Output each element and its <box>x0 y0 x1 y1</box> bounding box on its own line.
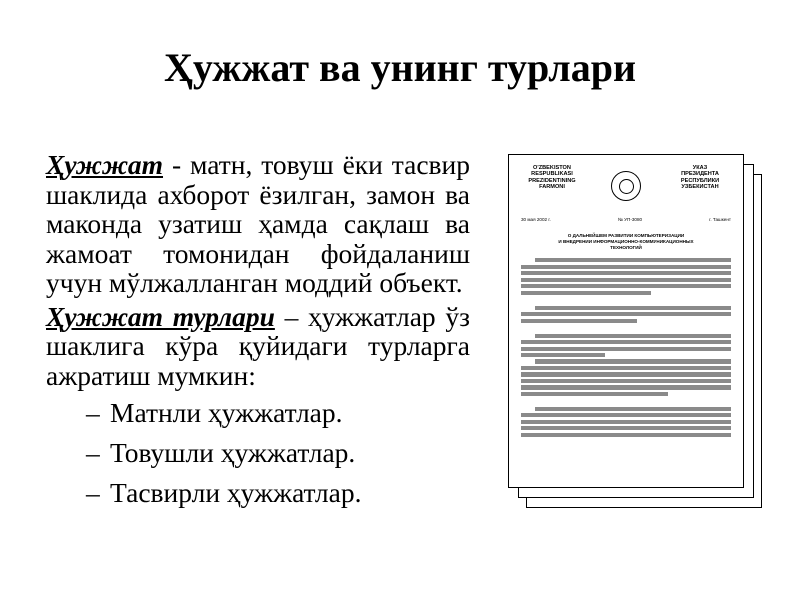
text-line <box>521 319 637 323</box>
definition-text: матн, товуш ёки тасвир шаклида ахборот ёзилган, замон ва маконда узатиш ҳамда сақлаш ва жамоат томонидан фойдаланиш учун мўлжалланган моддий объект. <box>46 149 470 298</box>
text-line <box>521 284 731 288</box>
types-term: Ҳужжат турлари <box>46 300 275 332</box>
caption-line: ТЕХНОЛОГИЙ <box>610 244 642 250</box>
list-item-text: Товушли ҳужжатлар. <box>110 437 356 468</box>
text-line <box>521 265 731 269</box>
document-types-list <box>46 398 470 508</box>
text-line <box>535 407 731 411</box>
text-line <box>521 392 668 396</box>
document-city: г. Ташкент <box>709 217 731 222</box>
paragraph-gap <box>521 325 731 331</box>
paragraph-gap <box>521 398 731 404</box>
caption-line: И ВНЕДРЕНИИ ИНФОРМАЦИОННО-КОММУНИКАЦИОННЫХ <box>558 238 694 244</box>
issuer-line: O'ZBEKISTON <box>533 165 571 171</box>
list-dash: – <box>86 397 100 428</box>
document-number: № УП-3080 <box>617 217 643 222</box>
text-line <box>535 306 731 310</box>
document-date: 30 мая 2002 г. <box>521 217 551 222</box>
paragraph-gap <box>521 297 731 303</box>
text-line <box>535 334 731 338</box>
text-line <box>521 278 731 282</box>
types-separator: – <box>274 300 309 332</box>
slide-body <box>46 150 470 518</box>
text-line <box>521 420 731 424</box>
document-header <box>521 165 731 213</box>
list-item-text: Матнли ҳужжатлар. <box>110 397 343 428</box>
text-line <box>535 258 731 262</box>
text-line <box>521 347 731 351</box>
slide-title: Ҳужжат ва унинг турлари <box>164 45 636 90</box>
text-line <box>521 271 731 275</box>
list-dash: – <box>86 477 100 508</box>
text-line <box>521 413 731 417</box>
list-dash: – <box>86 437 100 468</box>
caption-line: О ДАЛЬНЕЙШЕМ РАЗВИТИИ КОМПЬЮТЕРИЗАЦИИ <box>567 233 685 238</box>
definition-paragraph <box>46 150 470 298</box>
issuer-line: PREZIDENTINING <box>528 177 576 184</box>
document-meta <box>521 217 731 223</box>
text-line <box>521 426 731 430</box>
text-line <box>535 359 731 363</box>
text-line <box>521 340 731 344</box>
document-text-lines <box>521 258 731 436</box>
types-text: ҳужжатлар ўз шаклига кўра қуйидаги турларга ажратиш мумкин: <box>46 300 470 391</box>
state-emblem-icon <box>611 171 641 201</box>
text-line <box>521 372 731 376</box>
text-line <box>521 353 605 357</box>
list-item <box>86 478 470 508</box>
issuer-line: УКАЗ <box>692 165 708 171</box>
issuer-line: УЗБЕКИСТАН <box>681 184 719 191</box>
issuer-line: ПРЕЗИДЕНТА <box>681 171 719 178</box>
list-item-text: Тасвирли ҳужжатлар. <box>110 477 362 508</box>
text-line <box>521 379 731 383</box>
text-line <box>521 366 731 370</box>
types-paragraph <box>46 302 470 391</box>
document-issuer-ru <box>669 165 731 191</box>
text-line <box>521 433 731 437</box>
text-line <box>521 291 651 295</box>
list-item <box>86 398 470 428</box>
document-caption <box>521 233 731 250</box>
definition-separator: - <box>163 149 191 180</box>
text-line <box>521 385 731 389</box>
document-issuer-uz <box>521 165 583 191</box>
issuer-line: РЕСПУБЛИКИ <box>680 177 720 184</box>
definition-term: Ҳужжат <box>46 149 164 180</box>
issuer-line: FARMONI <box>539 184 565 191</box>
document-illustration <box>508 150 768 510</box>
text-line <box>521 312 731 316</box>
list-item <box>86 438 470 468</box>
issuer-line: RESPUBLIKASI <box>531 171 573 178</box>
document-sheet-front <box>508 154 744 488</box>
